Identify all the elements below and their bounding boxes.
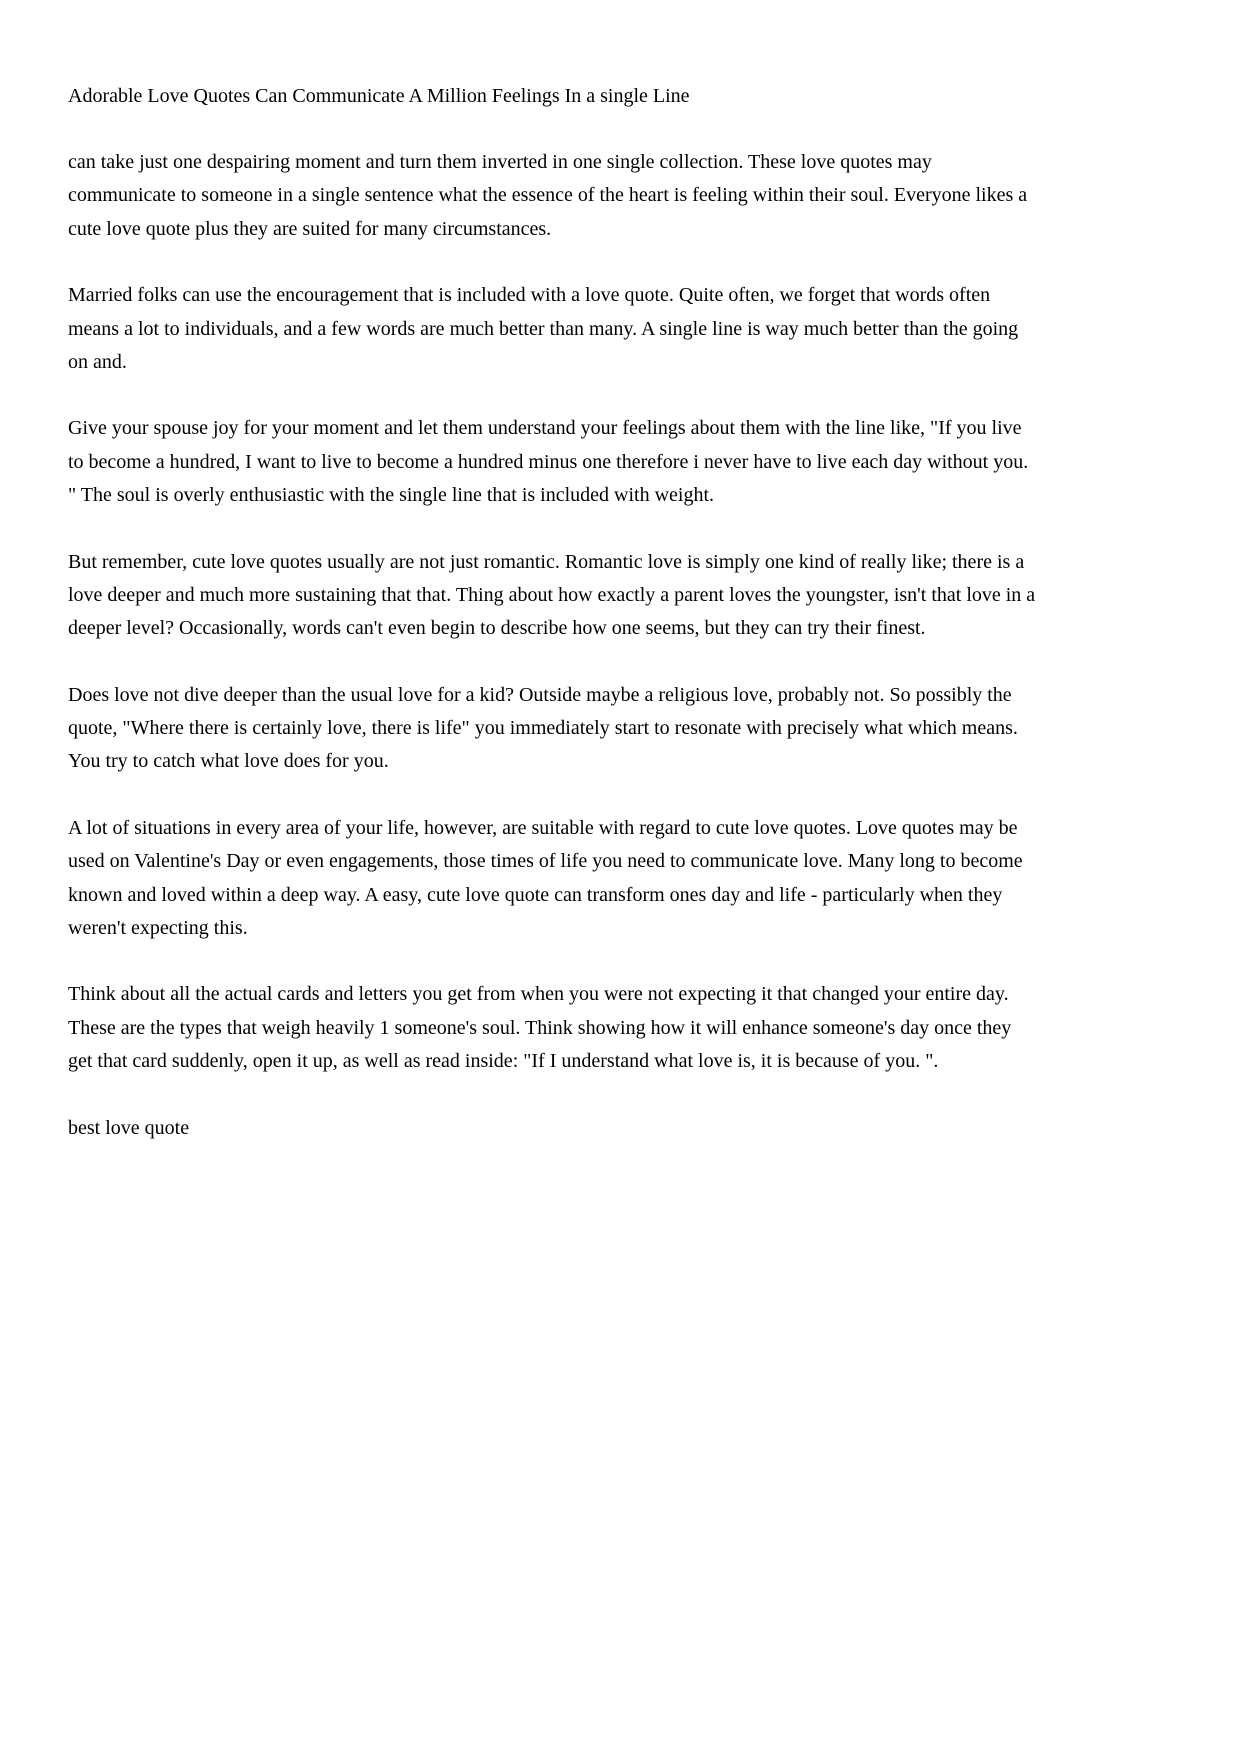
paragraph-7: Think about all the actual cards and letters you get from when you were not expecting it that changed your entire day. These are the types that weigh heavily 1 someone's soul. Think showing how it will enhance someone's day once they get that card suddenly, open it up, as well as read inside: "If I understand what love is, it is because of you. ". xyxy=(68,983,1012,1073)
footer-text: best love quote xyxy=(68,1116,190,1139)
paragraph-3: Give your spouse joy for your moment and let them understand your feelings about them with the line like, "If you live to become a hundred, I want to live to become a hundred minus one therefore i never have to live each day without you. " The soul is overly enthusiastic with the single line that is included with weight. xyxy=(68,417,1029,507)
paragraph-4: But remember, cute love quotes usually are not just romantic. Romantic love is simply one kind of really like; there is a love deeper and much more sustaining that that. Thing about how exactly a parent loves the youngster, isn't that love in a deeper level? Occasionally, words can't even begin to describe how one seems, but they can try their finest. xyxy=(68,550,1036,640)
page-title: Adorable Love Quotes Can Communicate A Million Feelings In a single Line xyxy=(68,85,690,107)
paragraph-5: Does love not dive deeper than the usual love for a kid? Outside maybe a religious love, probably not. So possibly the quote, "Where there is certainly love, there is life" you immediately start to resonate with precisely what which means. You try to catch what love does for you. xyxy=(68,683,1018,773)
paragraph-1: can take just one despairing moment and turn them inverted in one single collection. These love quotes may communicate to someone in a single sentence what the essence of the heart is feeling within their soul. Everyone likes a cute love quote plus they are suited for many circumstances. xyxy=(68,151,1028,240)
paragraph-2: Married folks can use the encouragement that is included with a love quote. Quite often, we forget that words often means a lot to individuals, and a few words are much better than many. A single line is way much better than the going on and. xyxy=(68,284,1019,373)
paragraph-6: A lot of situations in every area of your life, however, are suitable with regard to cute love quotes. Love quotes may be used on Valentine's Day or even engagements, those times of life you need to communicate love. Many long to become known and loved within a deep way. A easy, cute love quote can transform ones day and life - particularly when they weren't expecting this. xyxy=(68,816,1023,940)
